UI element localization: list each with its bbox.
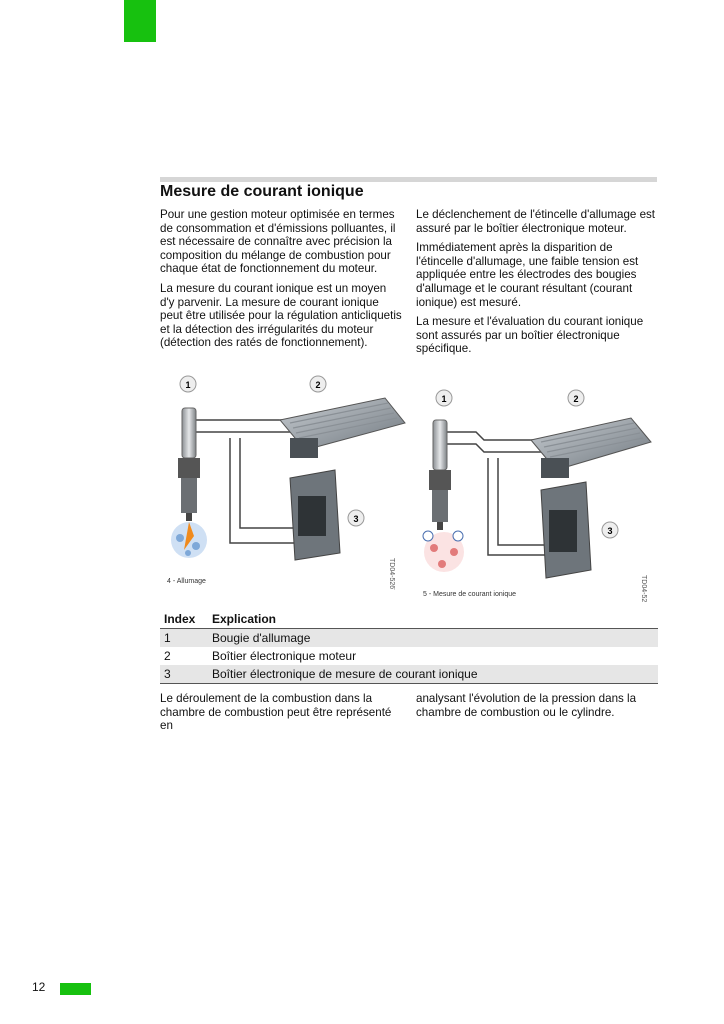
svg-text:2: 2 [573, 394, 579, 404]
svg-text:3: 3 [607, 526, 613, 536]
table-cell-index: 3 [160, 665, 208, 684]
spark-cloud-icon [171, 522, 207, 558]
table-cell-explanation: Bougie d'allumage [208, 629, 658, 648]
engine-ecu-icon [531, 418, 651, 478]
table-cell-index: 1 [160, 629, 208, 648]
table-header-index: Index [160, 610, 208, 629]
ignition-diagram [160, 368, 410, 590]
chapter-tab-bottom [60, 983, 91, 995]
left-paragraph-2: La mesure du courant ionique est un moyen d'y parvenir. La mesure de courant ionique peut être utilisée pour la régulation anticliquetis et la détection des irrégularités du moteur (détection des ratés de fonctionnement). [160, 281, 402, 350]
label-1 [180, 376, 196, 392]
label-2 [310, 376, 326, 392]
label-3 [602, 522, 618, 538]
ion-current-diagram [416, 380, 666, 602]
right-paragraph-2: Immédiatement après la disparition de l'étincelle d'allumage, une faible tension est appliquée entre les électrodes des bougies d'allumage et le courant résultant (courant ionique) est mesuré. [416, 241, 639, 309]
index-table [160, 610, 658, 684]
right-paragraph-1: Le déclenchement de l'étincelle d'allumage est assuré par le boîtier électronique moteur. [416, 208, 656, 235]
wires [190, 420, 300, 543]
chapter-tab-top [124, 0, 156, 42]
ion-module-icon [541, 482, 591, 578]
title-rule [160, 177, 657, 182]
figure-ignition [160, 368, 410, 590]
label-3 [348, 510, 364, 526]
figure-caption-ion-current: 5 - Mesure de courant ionique [423, 591, 516, 598]
spark-plug-icon [429, 420, 451, 530]
right-paragraph-3: La mesure et l'évaluation du courant ionique sont assurés par un boîtier électronique spécifique. [416, 315, 644, 356]
label-1 [436, 390, 452, 406]
figure-ion-current [416, 380, 666, 602]
figure-code: TD04-5267 [388, 558, 395, 590]
table-cell-explanation: Boîtier électronique de mesure de courant ionique [208, 665, 658, 684]
left-column [160, 208, 402, 356]
figure-caption-ignition: 4 - Allumage [167, 578, 206, 585]
left-paragraph-1: Pour une gestion moteur optimisée en termes de consommation et d'émissions polluantes, il est nécessaire de connaître avec précision la composition du mélange de combustion pour chaque état de fonctionnement du moteur. [160, 208, 396, 276]
table-cell-index: 2 [164, 649, 171, 663]
svg-text:1: 1 [185, 380, 191, 390]
section-title: Mesure de courant ionique [160, 183, 364, 200]
bottom-right-paragraph: analysant l'évolution de la pression dans la chambre de combustion ou le cylindre. [416, 692, 637, 719]
ion-cloud-icon [423, 531, 464, 572]
table-row [160, 629, 658, 648]
table-cell-explanation: Boîtier électronique moteur [212, 649, 357, 663]
label-2 [568, 390, 584, 406]
svg-text:1: 1 [441, 394, 447, 404]
page-number: 12 [32, 980, 46, 994]
table-row [160, 665, 658, 684]
bottom-left-paragraph: Le déroulement de la combustion dans la chambre de combustion peut être représenté en [160, 692, 392, 733]
right-column [416, 208, 658, 362]
figure-code: TD04-5268 [640, 575, 647, 602]
svg-text:2: 2 [315, 380, 321, 390]
table-row [160, 647, 658, 665]
svg-text:3: 3 [353, 514, 359, 524]
table-header-row [160, 610, 658, 629]
table-header-explanation: Explication [208, 610, 658, 629]
ion-module-icon [290, 470, 340, 560]
engine-ecu-icon [280, 398, 405, 458]
spark-plug-icon [178, 408, 200, 521]
